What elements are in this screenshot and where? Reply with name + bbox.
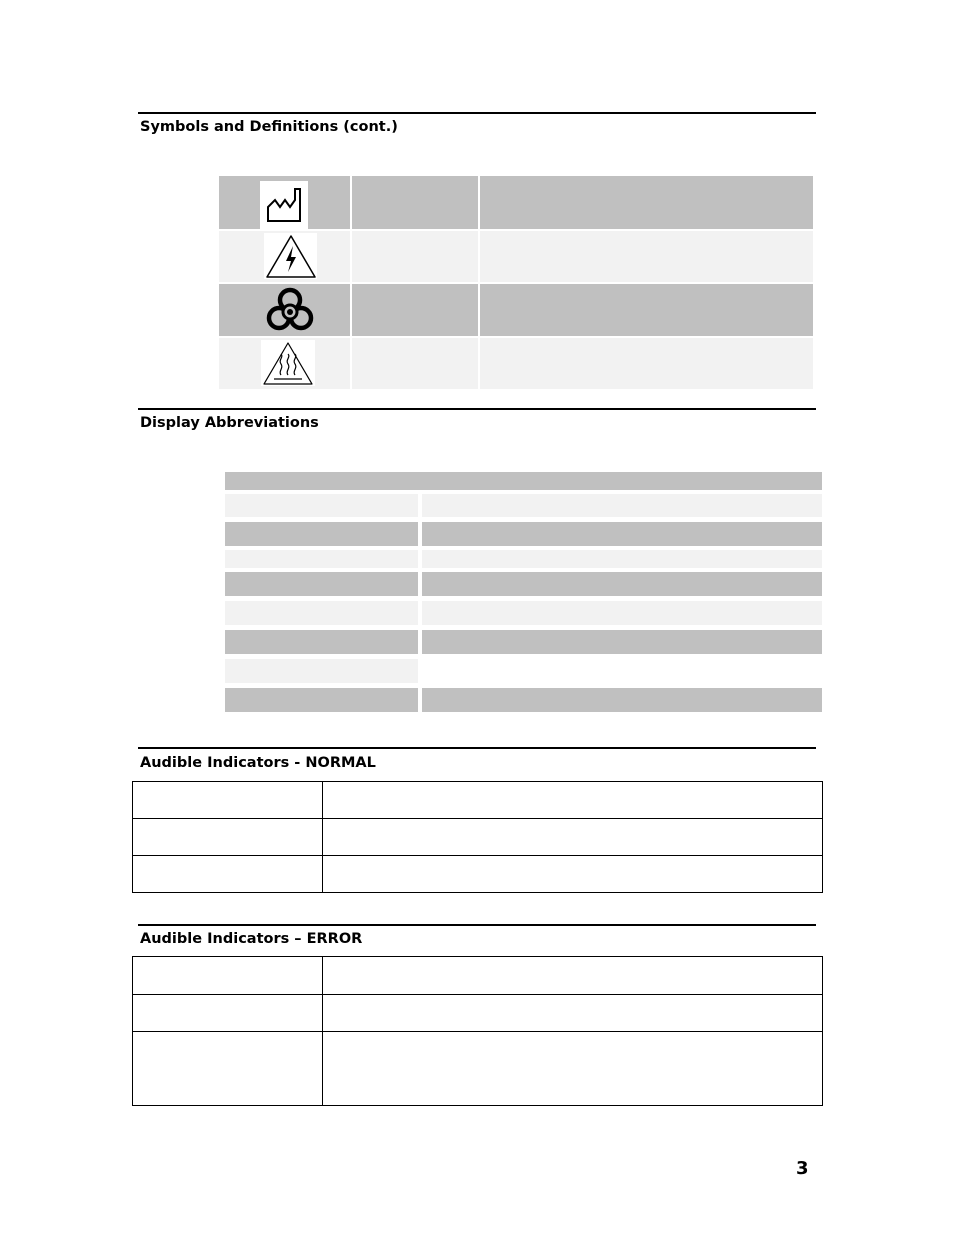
indicator-cell (133, 995, 323, 1032)
abbreviation-meaning-cell (422, 630, 822, 654)
abbreviation-cell (225, 494, 418, 517)
indicator-meaning-cell (323, 819, 823, 856)
abbreviation-meaning-cell (422, 572, 822, 596)
symbol-definition-cell (480, 231, 813, 282)
symbol-name-cell (352, 176, 478, 229)
abbreviation-meaning-cell (422, 522, 822, 546)
electrical-hazard-icon (264, 233, 317, 279)
indicator-meaning-cell (323, 1032, 823, 1106)
manufacturer-icon (260, 181, 308, 229)
page-number: 3 (796, 1158, 809, 1179)
section-title-display-abbreviations: Display Abbreviations (140, 415, 319, 431)
indicator-cell (133, 856, 323, 893)
symbol-name-cell (352, 338, 478, 389)
indicator-cell (133, 1032, 323, 1106)
section-title-audible-error: Audible Indicators – ERROR (140, 931, 363, 947)
indicator-cell (133, 782, 323, 819)
indicator-cell (133, 957, 323, 995)
abbreviation-meaning-cell (422, 550, 822, 568)
symbol-definition-cell (480, 176, 813, 229)
indicator-meaning-cell (323, 995, 823, 1032)
indicator-cell (133, 819, 323, 856)
section-rule (138, 924, 816, 926)
biohazard-icon (262, 285, 318, 335)
section-rule (138, 747, 816, 749)
abbreviations-header-row (225, 472, 822, 490)
symbol-name-cell (352, 231, 478, 282)
section-rule (138, 112, 816, 114)
abbreviation-cell (225, 572, 418, 596)
hot-surface-icon (261, 340, 315, 386)
indicator-meaning-cell (323, 957, 823, 995)
section-title-symbols: Symbols and Definitions (cont.) (140, 119, 398, 135)
abbreviation-cell (225, 688, 418, 712)
abbreviation-meaning-cell (422, 688, 822, 712)
indicator-meaning-cell (323, 856, 823, 893)
section-title-audible-normal: Audible Indicators - NORMAL (140, 755, 376, 771)
abbreviation-meaning-cell (422, 494, 822, 517)
symbol-name-cell (352, 284, 478, 336)
symbol-definition-cell (480, 338, 813, 389)
audible-normal-table (132, 781, 823, 893)
abbreviation-cell (225, 601, 418, 625)
symbol-definition-cell (480, 284, 813, 336)
abbreviation-cell (225, 550, 418, 568)
indicator-meaning-cell (323, 782, 823, 819)
abbreviation-cell (225, 522, 418, 546)
abbreviation-cell (225, 630, 418, 654)
audible-error-table (132, 956, 823, 1106)
section-rule (138, 408, 816, 410)
abbreviation-meaning-cell (422, 601, 822, 625)
abbreviation-cell (225, 659, 418, 683)
